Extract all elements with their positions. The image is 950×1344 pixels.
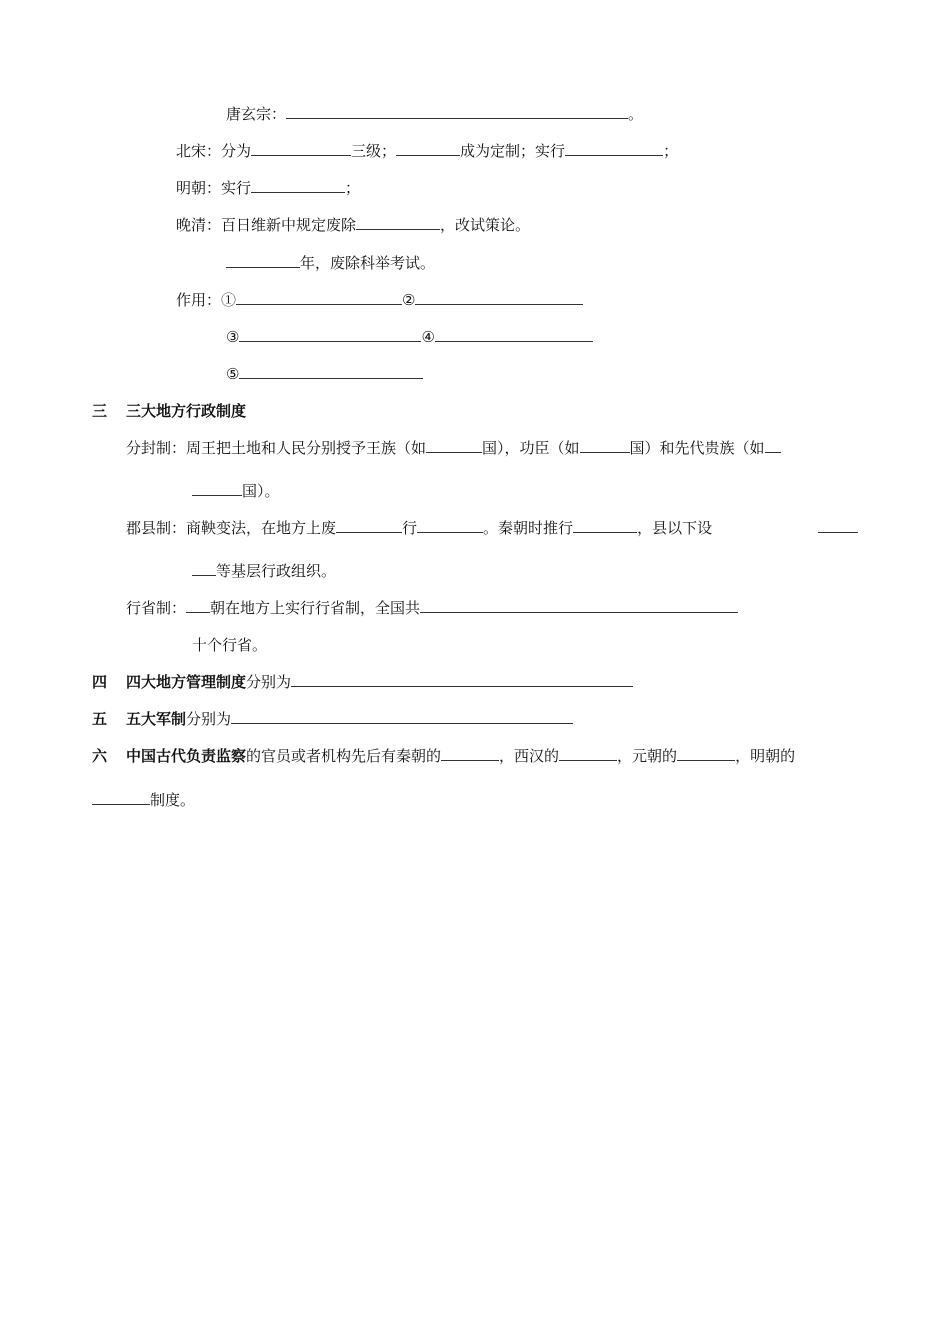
blank-field[interactable] (92, 790, 150, 805)
punct: 。 (628, 105, 644, 123)
label-ming: 明朝： (176, 179, 222, 197)
line-bei-song (176, 141, 678, 161)
marker: ② (402, 291, 416, 309)
text: ； (663, 142, 679, 160)
text: ，县以下设 (637, 519, 713, 537)
marker: ④ (421, 328, 435, 346)
blank-field[interactable] (192, 481, 242, 496)
blank-field[interactable] (336, 518, 402, 533)
section-5-heading (92, 709, 573, 729)
line-zuo-yong-2 (226, 327, 593, 347)
blank-field[interactable] (677, 746, 735, 761)
text: 行 (402, 519, 418, 537)
blank-field[interactable] (765, 438, 781, 453)
section-number: 三 (92, 402, 108, 420)
blank-field[interactable] (580, 438, 630, 453)
blank-field[interactable] (291, 672, 633, 687)
blank-field[interactable] (417, 518, 483, 533)
section-title: 四大地方管理制度 (126, 673, 247, 691)
text: 周王把土地和人民分别授予王族（如 (186, 439, 427, 457)
section-number: 六 (92, 747, 108, 765)
blank-field[interactable] (286, 104, 628, 119)
blank-field[interactable] (251, 178, 345, 193)
line-zuo-yong-1 (176, 290, 583, 310)
line-tang-xuanzong (226, 104, 643, 124)
line-xingsheng (126, 598, 738, 618)
section-title: 中国古代负责监察 (126, 747, 247, 765)
label-xingsheng: 行省制： (126, 599, 187, 617)
text: ，元朝的 (617, 747, 678, 765)
line-sec6-2 (92, 790, 195, 810)
text: 分别为 (246, 673, 292, 691)
text: 。秦朝时推行 (483, 519, 574, 537)
line-wan-qing (176, 215, 530, 235)
label-zuo-yong: 作用： (176, 291, 222, 309)
text: ，西汉的 (499, 747, 560, 765)
section-6-heading (92, 746, 795, 766)
text: 成为定制；实行 (460, 142, 566, 160)
section-title: 五大军制 (126, 710, 187, 728)
line-ming (176, 178, 360, 198)
section-number: 四 (92, 673, 108, 691)
section-4-heading (92, 672, 633, 692)
text: 年，废除科举考试。 (300, 254, 436, 272)
marker: ③ (226, 328, 240, 346)
text: 国）和先代贵族（如 (629, 439, 765, 457)
blank-field[interactable] (559, 746, 617, 761)
text: 十个行省。 (192, 636, 268, 654)
text: 三级； (351, 142, 397, 160)
text: 百日维新中规定废除 (221, 216, 357, 234)
text: ，明朝的 (735, 747, 796, 765)
blank-field[interactable] (239, 327, 421, 342)
blank-field[interactable] (396, 141, 460, 156)
label-bei-song: 北宋： (176, 142, 222, 160)
blank-field[interactable] (239, 364, 423, 379)
blank-field[interactable] (565, 141, 663, 156)
line-fenfeng (126, 438, 781, 458)
label-junxian: 郡县制： (126, 519, 187, 537)
blank-junxian-tail (818, 518, 858, 538)
blank-field[interactable] (251, 141, 351, 156)
text: 的官员或者机构先后有秦朝的 (246, 747, 442, 765)
blank-field[interactable] (420, 598, 738, 613)
line-junxian (126, 518, 712, 538)
blank-field[interactable] (573, 518, 637, 533)
text: 实行 (221, 179, 252, 197)
blank-field[interactable] (435, 327, 593, 342)
text: 制度。 (150, 791, 196, 809)
blank-field[interactable] (192, 561, 216, 576)
blank-field[interactable] (226, 253, 300, 268)
blank-field[interactable] (426, 438, 482, 453)
text: 等基层行政组织。 (216, 562, 337, 580)
text: 分别为 (186, 710, 232, 728)
blank-field[interactable] (415, 290, 583, 305)
blank-field[interactable] (818, 518, 858, 533)
text: 分为 (221, 142, 252, 160)
blank-field[interactable] (236, 290, 402, 305)
text: ，改试策论。 (440, 216, 531, 234)
line-wan-qing-2 (226, 253, 435, 273)
blank-field[interactable] (186, 598, 210, 613)
line-junxian-2 (192, 561, 336, 581)
label-wan-qing: 晚清： (176, 216, 222, 234)
text: 朝在地方上实行行省制，全国共 (210, 599, 421, 617)
marker: ⑤ (226, 365, 240, 383)
line-zuo-yong-3 (226, 364, 423, 384)
marker: ① (221, 291, 237, 309)
blank-field[interactable] (356, 215, 440, 230)
section-title: 三大地方行政制度 (126, 402, 247, 420)
blank-field[interactable] (441, 746, 499, 761)
label-fenfeng: 分封制： (126, 439, 187, 457)
section-3-heading (92, 401, 246, 421)
line-fenfeng-2 (192, 481, 280, 501)
line-xingsheng-2 (192, 635, 267, 655)
section-number: 五 (92, 710, 108, 728)
text: ； (345, 179, 361, 197)
text: 商鞅变法，在地方上废 (186, 519, 337, 537)
label-tang-xuanzong: 唐玄宗： (226, 105, 287, 123)
text: 国）。 (242, 482, 280, 500)
text: 国），功臣（如 (482, 439, 580, 457)
blank-field[interactable] (231, 709, 573, 724)
